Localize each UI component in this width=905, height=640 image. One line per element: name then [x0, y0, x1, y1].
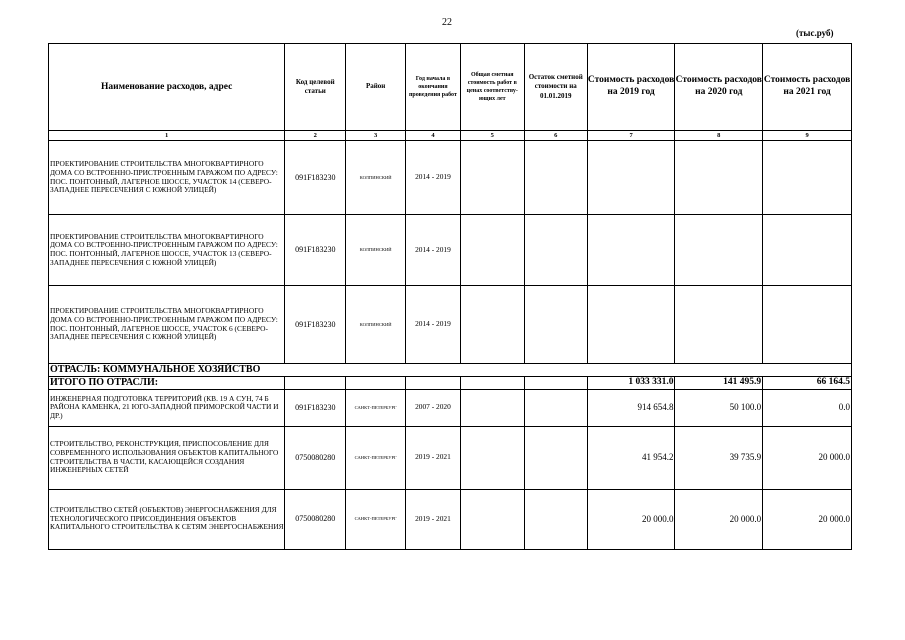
table-row	[49, 215, 852, 286]
row-code: 091F183230	[285, 215, 346, 286]
row-name: ПРОЕКТИРОВАНИЕ СТРОИТЕЛЬСТВА МНОГОКВАРТИРНОГО ДОМА СО ВСТРОЕННО-ПРИСТРОЕННЫМ ГАРАЖОМ ПО АДРЕСУ: ПОС. ПОНТОННЫЙ, ЛАГЕРНОЕ ШОССЕ, УЧАСТОК 14 (СЕВЕРО-ЗАПАДНЕЕ ПЕРЕСЕЧЕНИЯ С ЮЖНОЙ УЛИЦЕЙ)	[49, 141, 285, 215]
header-cost-2021: Стоимость расходов на 2021 год	[763, 44, 852, 131]
row-name: СТРОИТЕЛЬСТВО СЕТЕЙ (ОБЪЕКТОВ) ЭНЕРГОСНАБЖЕНИЯ ДЛЯ ТЕХНОЛОГИЧЕСКОГО ПРИСОЕДИНЕНИЯ ОБЪЕКТОВ КАПИТАЛЬНОГО СТРОИТЕЛЬСТВА К СЕТЯМ ЭНЕРГОСНАБЖЕНИЯ	[49, 489, 285, 549]
row-years: 2014 - 2019	[406, 141, 461, 215]
row-cost-2019	[587, 141, 675, 215]
column-number: 7	[587, 131, 675, 141]
row-district: САНКТ-ПЕТЕРБУРГ	[346, 389, 406, 426]
row-name: ИНЖЕНЕРНАЯ ПОДГОТОВКА ТЕРРИТОРИЙ (КВ. 19 А СУН, 74 Б РАЙОНА КАМЕНКА, 21 ЮГО-ЗАПАДНОЙ ПРИМОРСКОЙ ЧАСТИ И ДР.)	[49, 389, 285, 426]
header-code: Код целевой статьи	[285, 44, 346, 131]
column-number: 8	[675, 131, 763, 141]
row-remainder	[524, 215, 587, 286]
row-cost-2020	[675, 215, 763, 286]
row-code: 0750080280	[285, 426, 346, 489]
row-district: КОЛПИНСКИЙ	[346, 286, 406, 364]
row-code: 0750080280	[285, 489, 346, 549]
row-code: 091F183230	[285, 389, 346, 426]
row-cost-2020: 20 000.0	[675, 489, 763, 549]
row-name: СТРОИТЕЛЬСТВО, РЕКОНСТРУКЦИЯ, ПРИСПОСОБЛЕНИЕ ДЛЯ СОВРЕМЕННОГО ИСПОЛЬЗОВАНИЯ ОБЪЕКТОВ КАПИТАЛЬНОГО СТРОИТЕЛЬСТВА В ЧАСТИ, КАСАЮЩЕЙСЯ СОЗДАНИЯ ИНЖЕНЕРНЫХ СЕТЕЙ	[49, 426, 285, 489]
row-remainder	[524, 286, 587, 364]
total-remainder	[524, 376, 587, 389]
table-row	[49, 286, 852, 364]
row-name: ПРОЕКТИРОВАНИЕ СТРОИТЕЛЬСТВА МНОГОКВАРТИРНОГО ДОМА СО ВСТРОЕННО-ПРИСТРОЕННЫМ ГАРАЖОМ ПО АДРЕСУ: ПОС. ПОНТОННЫЙ, ЛАГЕРНОЕ ШОССЕ, УЧАСТОК 13 (СЕВЕРО-ЗАПАДНЕЕ ПЕРЕСЕЧЕНИЯ С ЮЖНОЙ УЛИЦЕЙ)	[49, 215, 285, 286]
row-remainder	[524, 426, 587, 489]
header-cost-2020: Стоимость расходов на 2020 год	[675, 44, 763, 131]
row-years: 2014 - 2019	[406, 286, 461, 364]
sector-total-2020: 141 495.9	[675, 376, 763, 389]
total-code	[285, 376, 346, 389]
sector-total-label: ИТОГО ПО ОТРАСЛИ:	[49, 376, 285, 389]
expenses-table	[48, 43, 852, 550]
row-cost-2020: 50 100.0	[675, 389, 763, 426]
column-number: 6	[524, 131, 587, 141]
row-cost-2021	[763, 141, 852, 215]
row-remainder	[524, 489, 587, 549]
column-number: 4	[406, 131, 461, 141]
row-district: САНКТ-ПЕТЕРБУРГ	[346, 489, 406, 549]
row-cost-2019: 41 954.2	[587, 426, 675, 489]
header-years: Год начала в окончания проведения работ	[406, 44, 461, 131]
column-number: 3	[346, 131, 406, 141]
row-total-cost	[460, 489, 524, 549]
row-total-cost	[460, 286, 524, 364]
row-total-cost	[460, 215, 524, 286]
sector-total-2019: 1 033 331.0	[587, 376, 675, 389]
table-row	[49, 141, 852, 215]
row-remainder	[524, 389, 587, 426]
table-row	[49, 489, 852, 549]
row-cost-2019	[587, 286, 675, 364]
row-cost-2019	[587, 215, 675, 286]
row-total-cost	[460, 389, 524, 426]
row-district: КОЛПИНСКИЙ	[346, 215, 406, 286]
units-label: (тыс.руб)	[796, 28, 834, 38]
total-years	[406, 376, 461, 389]
row-cost-2021: 20 000.0	[763, 489, 852, 549]
table-row	[49, 426, 852, 489]
sector-total-2021: 66 164.5	[763, 376, 852, 389]
row-district: КОЛПИНСКИЙ	[346, 141, 406, 215]
row-name: ПРОЕКТИРОВАНИЕ СТРОИТЕЛЬСТВА МНОГОКВАРТИРНОГО ДОМА СО ВСТРОЕННО-ПРИСТРОЕННЫМ ГАРАЖОМ ПО АДРЕСУ: ПОС. ПОНТОННЫЙ, ЛАГЕРНОЕ ШОССЕ, УЧАСТОК 6 (СЕВЕРО-ЗАПАДНЕЕ ПЕРЕСЕЧЕНИЯ С ЮЖНОЙ УЛИЦЕЙ)	[49, 286, 285, 364]
sector-row	[49, 364, 852, 377]
total-cost	[460, 376, 524, 389]
header-remainder: Остаток сметной стоимости на 01.01.2019	[524, 44, 587, 131]
page-number: 22	[442, 17, 452, 28]
sector-total-row	[49, 376, 852, 389]
header-name: Наименование расходов, адрес	[49, 44, 285, 131]
header-district: Район	[346, 44, 406, 131]
row-code: 091F183230	[285, 141, 346, 215]
row-cost-2021: 20 000.0	[763, 426, 852, 489]
row-total-cost	[460, 426, 524, 489]
table-row	[49, 389, 852, 426]
header-total-cost: Общая сметная стоимость работ в ценах соответству-ющих лет	[460, 44, 524, 131]
row-years: 2019 - 2021	[406, 426, 461, 489]
sector-title: ОТРАСЛЬ: КОММУНАЛЬНОЕ ХОЗЯЙСТВО	[49, 364, 852, 377]
row-cost-2019: 20 000.0	[587, 489, 675, 549]
row-cost-2021: 0.0	[763, 389, 852, 426]
row-years: 2014 - 2019	[406, 215, 461, 286]
row-cost-2020: 39 735.9	[675, 426, 763, 489]
row-cost-2021	[763, 215, 852, 286]
column-number: 9	[763, 131, 852, 141]
row-cost-2020	[675, 141, 763, 215]
row-cost-2020	[675, 286, 763, 364]
header-row	[49, 44, 852, 131]
row-years: 2019 - 2021	[406, 489, 461, 549]
row-cost-2021	[763, 286, 852, 364]
total-district	[346, 376, 406, 389]
column-number: 2	[285, 131, 346, 141]
column-number: 5	[460, 131, 524, 141]
column-number-row	[49, 131, 852, 141]
row-remainder	[524, 141, 587, 215]
row-code: 091F183230	[285, 286, 346, 364]
column-number: 1	[49, 131, 285, 141]
row-cost-2019: 914 654.8	[587, 389, 675, 426]
header-cost-2019: Стоимость расходов на 2019 год	[587, 44, 675, 131]
row-total-cost	[460, 141, 524, 215]
row-years: 2007 - 2020	[406, 389, 461, 426]
row-district: САНКТ-ПЕТЕРБУРГ	[346, 426, 406, 489]
